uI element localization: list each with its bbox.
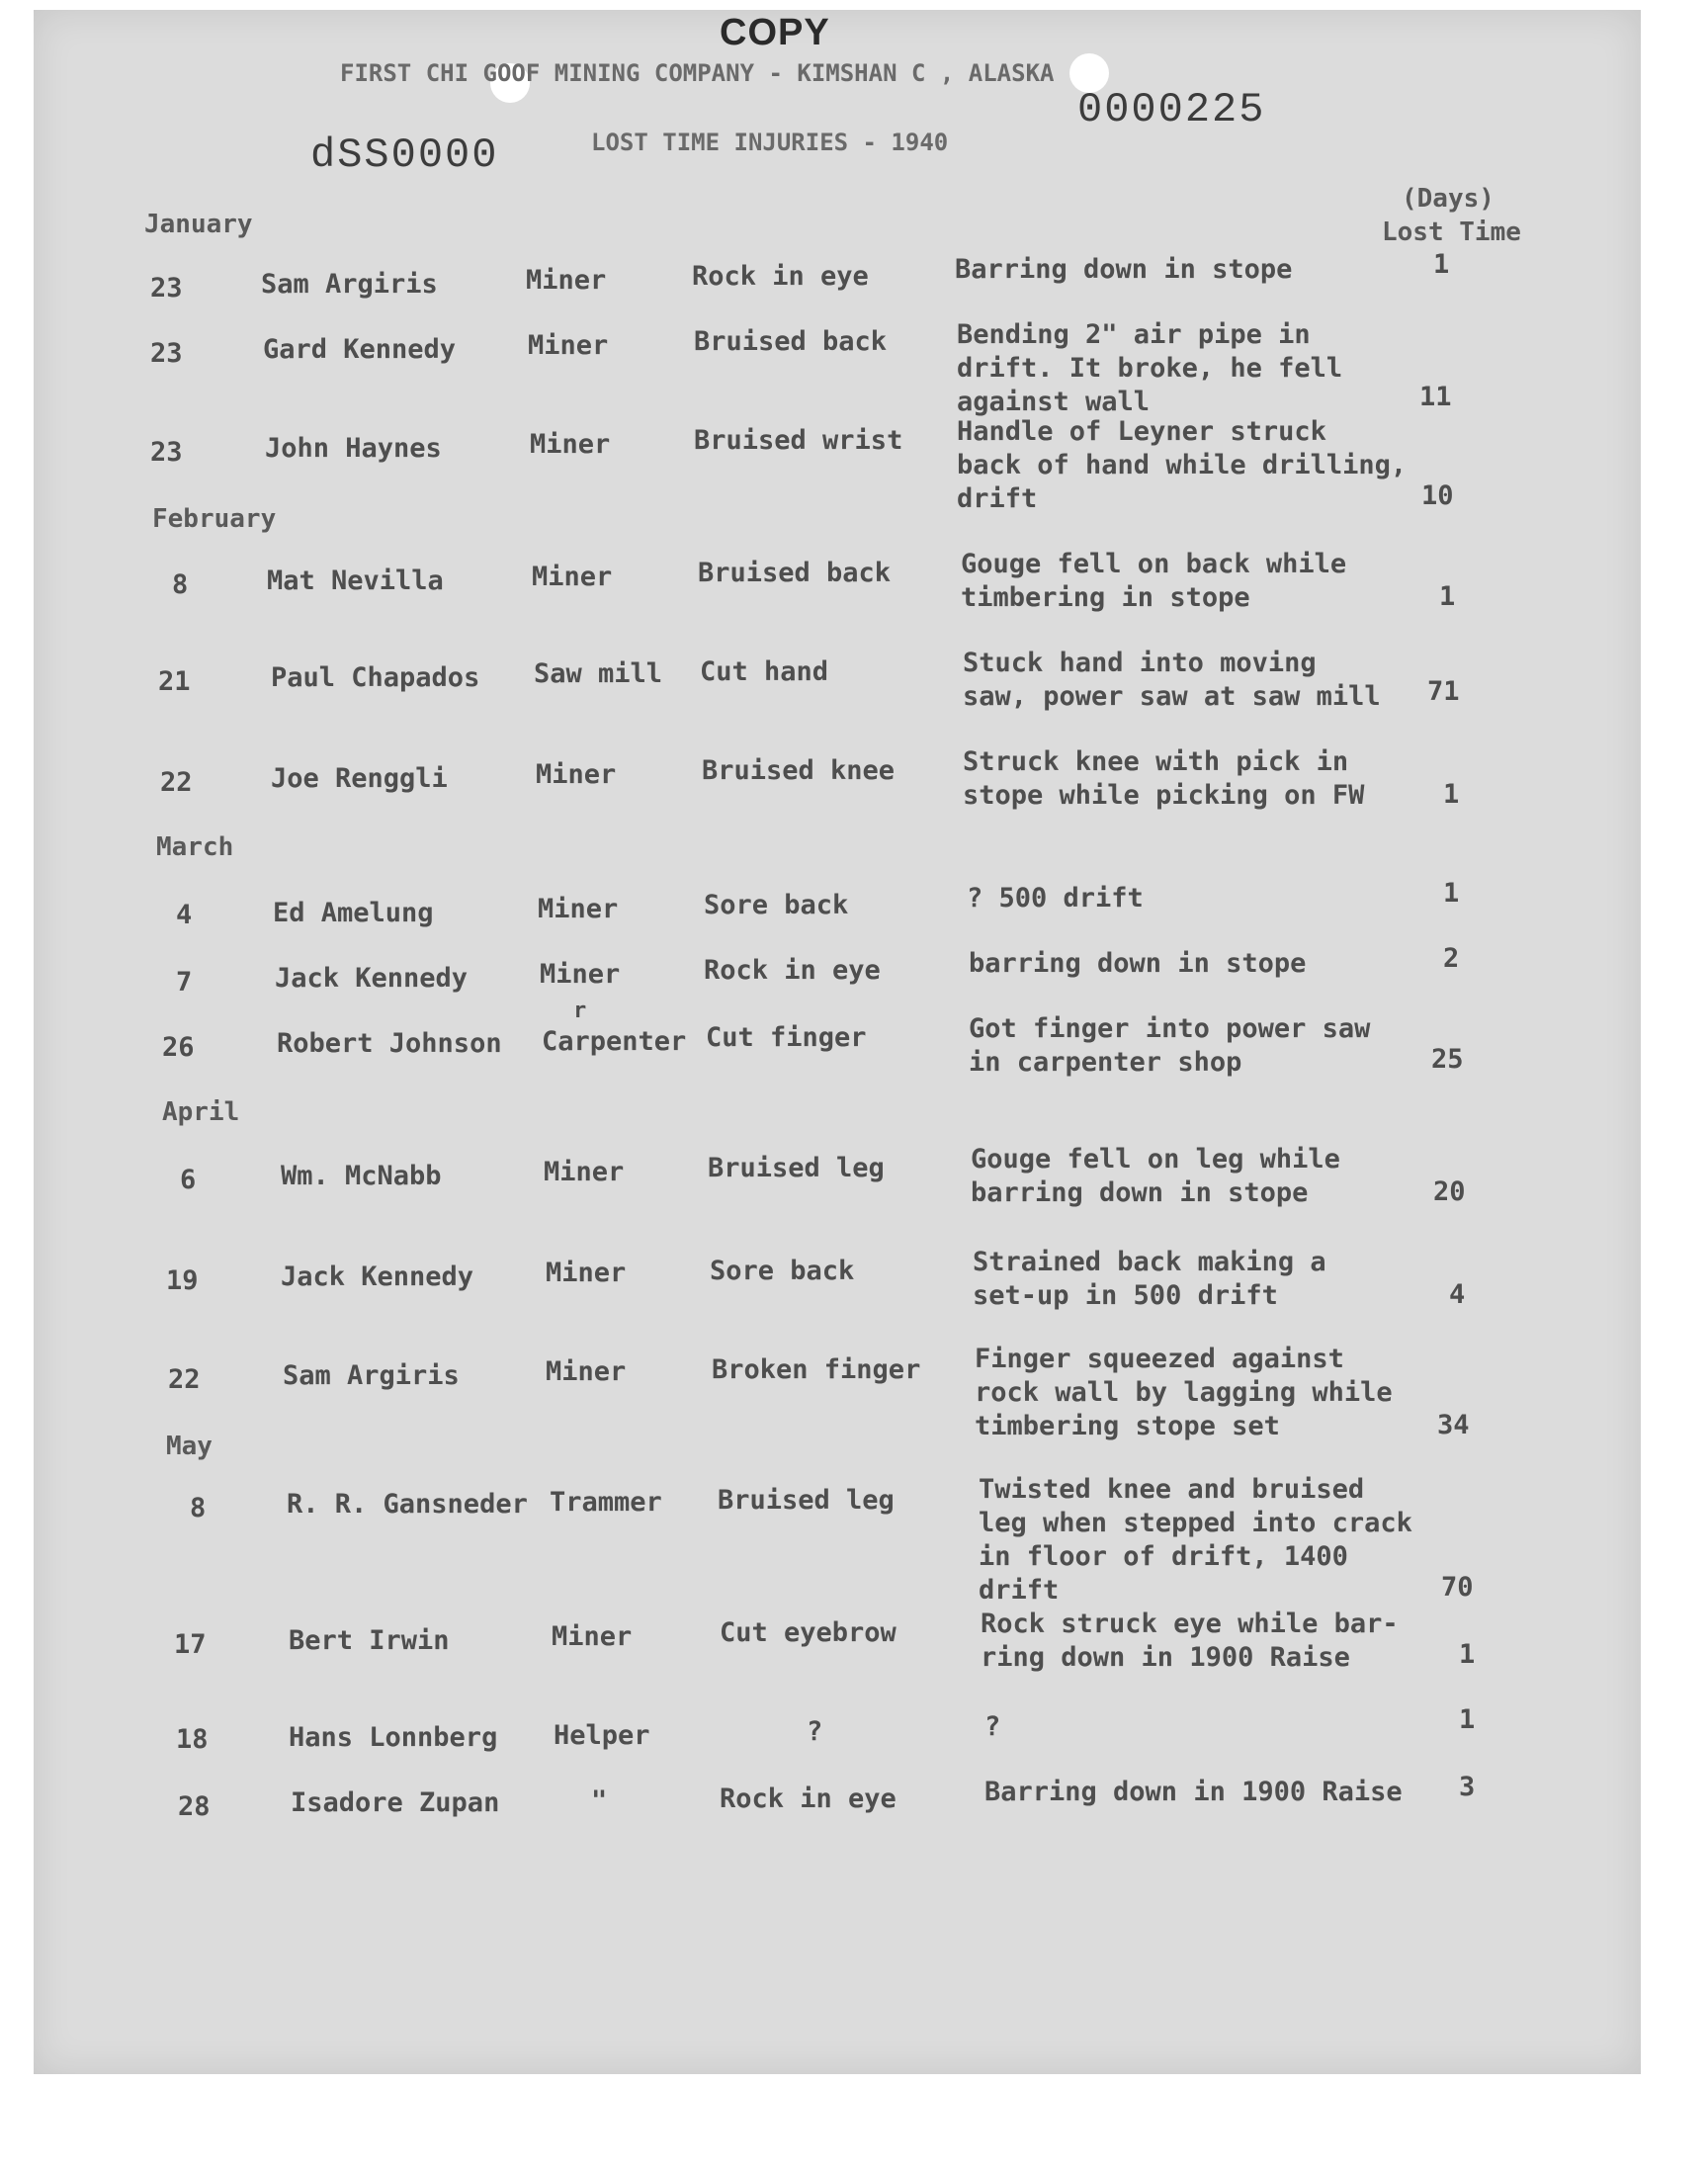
entry-day: 23 xyxy=(150,437,183,468)
entry-lost-days: 1 xyxy=(1439,581,1456,612)
entry-occupation: Miner xyxy=(528,330,609,361)
description-line: back of hand while drilling, xyxy=(957,450,1408,480)
month-march: March xyxy=(156,832,234,862)
entry-description xyxy=(963,647,1427,714)
description-line: Handle of Leyner struck xyxy=(957,416,1326,447)
entry-description xyxy=(981,1608,1445,1675)
entry-name: R. R. Gansneder xyxy=(287,1489,528,1520)
entry-lost-days: 1 xyxy=(1443,878,1460,909)
entry-description xyxy=(955,253,1419,287)
entry-occupation: Miner xyxy=(532,562,613,592)
entry-lost-days: 1 xyxy=(1443,779,1460,810)
entry-description xyxy=(957,318,1421,419)
entry-lost-days: 3 xyxy=(1459,1772,1476,1802)
description-line: ? xyxy=(984,1711,1001,1742)
description-line: Twisted knee and bruised xyxy=(979,1474,1365,1505)
document-number-inverted: dSS0000 xyxy=(310,131,499,179)
description-line: timbering in stope xyxy=(961,582,1250,613)
description-line: drift. It broke, he fell xyxy=(957,353,1343,384)
entry-name: Sam Argiris xyxy=(283,1360,460,1391)
entry-day: 6 xyxy=(180,1165,197,1195)
entry-occupation: Miner xyxy=(546,1258,627,1288)
entry-day: 28 xyxy=(178,1791,211,1822)
entry-description xyxy=(971,1143,1435,1210)
entry-name: Isadore Zupan xyxy=(291,1787,500,1818)
description-line: Bending 2" air pipe in xyxy=(957,319,1311,350)
entry-injury: Rock in eye xyxy=(704,955,881,986)
entry-name: Mat Nevilla xyxy=(267,566,444,596)
entry-name: Bert Irwin xyxy=(289,1625,450,1656)
company-header: FIRST CHI GOOF MINING COMPANY - KIMSHAN C , ALASKA xyxy=(340,59,1055,87)
entry-description xyxy=(979,1473,1443,1608)
lost-time-header: Lost Time xyxy=(1382,218,1521,247)
entry-day: 7 xyxy=(176,967,193,998)
document-number: 0000225 xyxy=(1077,86,1266,133)
description-line: drift xyxy=(957,483,1038,514)
entry-injury: Bruised back xyxy=(698,558,892,588)
description-line: in floor of drift, 1400 xyxy=(979,1541,1348,1572)
entry-day: 8 xyxy=(190,1493,207,1523)
days-header: (Days) xyxy=(1402,184,1494,214)
description-line: Barring down in stope xyxy=(955,254,1293,285)
entry-injury: Cut finger xyxy=(706,1022,867,1053)
entry-lost-days: 2 xyxy=(1443,943,1460,974)
description-line: saw, power saw at saw mill xyxy=(963,681,1381,712)
entry-injury: Cut hand xyxy=(700,656,829,687)
description-line: Strained back making a xyxy=(973,1247,1326,1277)
entry-occupation: Miner xyxy=(538,894,619,924)
entry-occupation: Miner xyxy=(546,1356,627,1387)
document-title: LOST TIME INJURIES - 1940 xyxy=(591,129,949,156)
description-line: Gouge fell on back while xyxy=(961,549,1347,579)
entry-injury: Cut eyebrow xyxy=(720,1617,897,1648)
entry-occupation: Miner xyxy=(536,759,617,790)
entry-occupation: Helper xyxy=(554,1720,650,1751)
entry-day: 23 xyxy=(150,338,183,369)
description-line: stope while picking on FW xyxy=(963,780,1365,811)
entry-lost-days: 34 xyxy=(1437,1410,1470,1440)
entry-day: 22 xyxy=(160,767,193,798)
entry-lost-days: 1 xyxy=(1433,249,1450,280)
month-may: May xyxy=(166,1432,213,1461)
description-line: barring down in stope xyxy=(969,948,1307,979)
entry-description xyxy=(984,1710,1449,1744)
entry-injury: Bruised back xyxy=(694,326,888,357)
carpenter-handwritten-correction: r xyxy=(573,999,587,1023)
entry-description xyxy=(975,1343,1439,1443)
description-line: Rock struck eye while bar- xyxy=(981,1609,1399,1639)
entry-name: Robert Johnson xyxy=(277,1028,502,1059)
description-line: ring down in 1900 Raise xyxy=(981,1642,1350,1673)
entry-day: 21 xyxy=(158,666,191,697)
entry-day: 18 xyxy=(176,1724,209,1755)
description-line: timbering stope set xyxy=(975,1411,1280,1441)
entry-injury: ? xyxy=(807,1716,823,1747)
entry-lost-days: 20 xyxy=(1433,1176,1466,1207)
description-line: Gouge fell on leg while xyxy=(971,1144,1340,1174)
entry-day: 23 xyxy=(150,273,183,304)
description-line: drift xyxy=(979,1575,1060,1606)
description-line: against wall xyxy=(957,387,1151,417)
entry-day: 22 xyxy=(168,1364,201,1395)
description-line: rock wall by lagging while xyxy=(975,1377,1393,1408)
month-february: February xyxy=(152,504,277,534)
entry-injury: Rock in eye xyxy=(692,261,869,292)
entry-injury: Sore back xyxy=(710,1256,855,1286)
entry-day: 17 xyxy=(174,1629,207,1660)
entry-description xyxy=(963,745,1427,813)
description-line: ? 500 drift xyxy=(967,883,1144,914)
entry-name: Jack Kennedy xyxy=(281,1262,474,1292)
entry-lost-days: 4 xyxy=(1449,1279,1466,1310)
entry-occupation: Miner xyxy=(526,265,607,296)
entry-lost-days: 1 xyxy=(1459,1639,1476,1670)
entry-day: 8 xyxy=(172,569,189,600)
entry-lost-days: 70 xyxy=(1441,1572,1474,1603)
entry-occupation: Miner xyxy=(530,429,611,460)
entry-injury: Bruised leg xyxy=(708,1153,885,1183)
entry-occupation: Carpenter xyxy=(542,1026,687,1057)
entry-lost-days: 11 xyxy=(1419,382,1452,412)
description-line: Got finger into power saw xyxy=(969,1013,1371,1044)
entry-description xyxy=(957,415,1421,516)
description-line: barring down in stope xyxy=(971,1177,1309,1208)
entry-description xyxy=(969,1012,1433,1080)
entry-name: Paul Chapados xyxy=(271,662,480,693)
description-line: leg when stepped into crack xyxy=(979,1508,1412,1538)
description-line: in carpenter shop xyxy=(969,1047,1242,1078)
entry-name: Ed Amelung xyxy=(273,898,434,928)
copy-stamp: COPY xyxy=(720,12,830,53)
entry-injury: Bruised knee xyxy=(702,755,896,786)
entry-injury: Sore back xyxy=(704,890,849,920)
entry-description xyxy=(969,947,1433,981)
entry-occupation: Saw mill xyxy=(534,658,663,689)
entry-day: 19 xyxy=(166,1265,199,1296)
entry-day: 4 xyxy=(176,900,193,930)
entry-injury: Bruised wrist xyxy=(694,425,903,456)
entry-name: Gard Kennedy xyxy=(263,334,457,365)
entry-lost-days: 25 xyxy=(1431,1044,1464,1075)
entry-occupation: Trammer xyxy=(550,1487,662,1518)
entry-lost-days: 1 xyxy=(1459,1704,1476,1735)
description-line: Finger squeezed against xyxy=(975,1344,1344,1374)
entry-description xyxy=(967,882,1431,915)
month-january: January xyxy=(144,210,253,239)
description-line: Barring down in 1900 Raise xyxy=(984,1777,1403,1807)
entry-name: Joe Renggli xyxy=(271,763,448,794)
entry-name: Hans Lonnberg xyxy=(289,1722,498,1753)
description-line: Struck knee with pick in xyxy=(963,746,1349,777)
entry-description xyxy=(961,548,1425,615)
entry-injury: Rock in eye xyxy=(720,1784,897,1814)
entry-injury: Bruised leg xyxy=(718,1485,895,1516)
entry-name: John Haynes xyxy=(265,433,442,464)
entry-injury: Broken finger xyxy=(712,1354,921,1385)
entry-name: Jack Kennedy xyxy=(275,963,469,994)
description-line: set-up in 500 drift xyxy=(973,1280,1278,1311)
entry-lost-days: 71 xyxy=(1427,676,1460,707)
entry-day: 26 xyxy=(162,1032,195,1063)
entry-occupation: Miner xyxy=(540,959,621,990)
description-line: Stuck hand into moving xyxy=(963,648,1317,678)
entry-name: Sam Argiris xyxy=(261,269,438,300)
entry-occupation: " xyxy=(591,1785,608,1816)
entry-description xyxy=(984,1776,1449,1809)
entry-lost-days: 10 xyxy=(1421,480,1454,511)
entry-name: Wm. McNabb xyxy=(281,1161,442,1191)
entry-description xyxy=(973,1246,1437,1313)
entry-occupation: Miner xyxy=(552,1621,633,1652)
entry-occupation: Miner xyxy=(544,1157,625,1187)
month-april: April xyxy=(162,1097,240,1127)
